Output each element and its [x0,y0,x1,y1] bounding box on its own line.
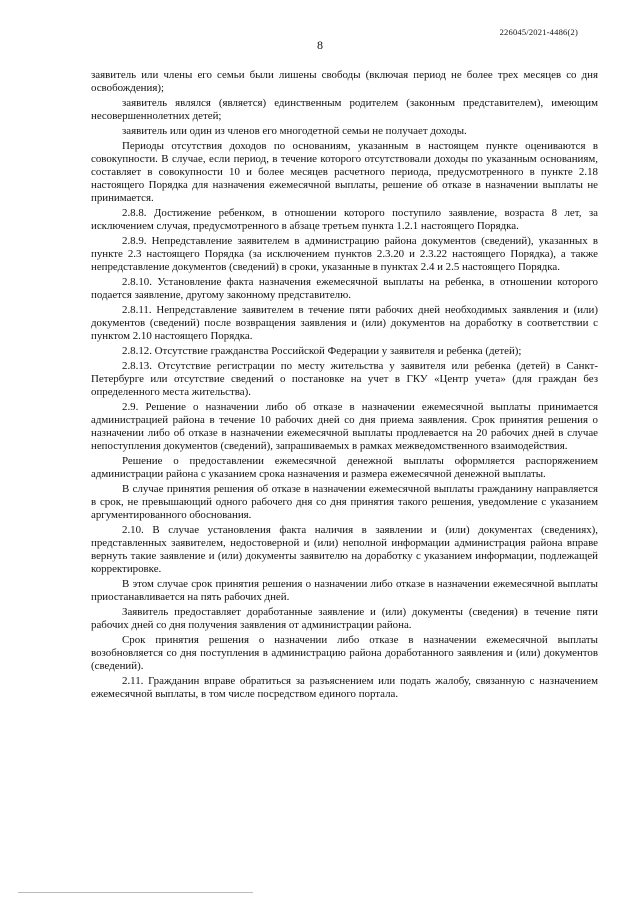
paragraph: 2.11. Гражданин вправе обратиться за разъяснением или подать жалобу, связанную с назначением ежемесячной выплаты, в том числе посредством единого портала. [91,674,598,701]
paragraph: Заявитель предоставляет доработанные заявление и (или) документы (сведения) в течение пяти рабочих дней со дня получения заявления от администрации района. [91,606,598,632]
paragraph: заявитель или один из членов его многодетной семьи не получает доходы. [122,124,467,137]
paragraph: Срок принятия решения о назначении либо отказе в назначении ежемесячной выплаты возобновляется со дня поступления в администрацию района доработанного заявления и (или) документов (сведений). [91,633,598,673]
paragraph: 2.8.13. Отсутствие регистрации по месту жительства у заявителя или ребенка (детей) в Санкт-Петербурге или отсутствие сведений о постановке на учет в ГКУ «Центр учета» (для граждан без определенного места жительства). [91,359,598,398]
paragraph: 2.8.9. Непредставление заявителем в администрацию района документов (сведений), указанных в пункте 2.3 настоящего Порядка (за исключением пунктов 2.3.20 и 2.3.22 настоящего Порядка), а также непредставление документов (сведений) в сроки, указанные в пунктах 2.4 и 2.5 настоящего Порядка. [91,234,598,274]
document-number: 226045/2021-4486(2) [499,27,578,37]
document-body [91,69,598,703]
paragraph: 2.8.8. Достижение ребенком, в отношении которого поступило заявление, возраста 8 лет, за исключением случая, предусмотренного в абзаце третьем пункта 1.2.1 настоящего Порядка. [91,206,598,233]
paragraph: 2.9. Решение о назначении либо об отказе в назначении ежемесячной выплаты принимается администрацией района в течение 10 рабочих дней со дня приема заявления. Срок принятия решения о назначении либо об отказе в назначении ежемесячной выплаты продлевается на 20 рабочих дней в случае непоступления документов (сведений), запрашиваемых в рамках межведомственного взаимодействия. [91,400,598,453]
paragraph: 2.8.11. Непредставление заявителем в течение пяти рабочих дней необходимых заявления и (или) документов (сведений) после возвращения заявления и (или) документов на доработку в соответствии с пунктом 2.10 настоящего Порядка. [91,303,598,343]
paragraph: 2.8.12. Отсутствие гражданства Российской Федерации у заявителя и ребенка (детей); [122,344,522,357]
paragraph: В случае принятия решения об отказе в назначении ежемесячной выплаты гражданину направляется в срок, не превышающий одного рабочего дня со дня принятия такого решения, уведомление с указанием аргументированного обоснования. [91,482,598,522]
paragraph: 2.8.10. Установление факта назначения ежемесячной выплаты на ребенка, в отношении которого подается заявление, другому законному представителю. [91,275,598,302]
paragraph: Периоды отсутствия доходов по основаниям, указанным в настоящем пункте оцениваются в совокупности. В случае, если период, в течение которого отсутствовали доходы по указанным основаниям, составляет в совокупности 10 и более месяцев расчетного периода, предусмотренного в пункте 2.18 настоящего Порядка для назначения ежемесячной выплаты, решение об отказе в назначении выплаты не принимается. [91,139,598,205]
page-number: 8 [317,38,323,52]
paragraph: В этом случае срок принятия решения о назначении либо отказе в назначении ежемесячной выплаты приостанавливается на пять рабочих дней. [91,578,598,604]
scan-artifact-line [18,892,253,893]
paragraph: заявитель являлся (является) единственным родителем (законным представителем), имеющим несовершеннолетних детей; [91,96,598,123]
paragraph: Решение о предоставлении ежемесячной денежной выплаты оформляется распоряжением администрации района с указанием срока назначения и размера ежемесячной денежной выплаты. [91,454,598,481]
paragraph: 2.10. В случае установления факта наличия в заявлении и (или) документах (сведениях), представленных заявителем, недостоверной и (или) неполной информации администрация района вправе вернуть такие заявление и (или) документы заявителю на доработку с указанием информации, подлежащей корректировке. [91,523,598,576]
paragraph: заявитель или члены его семьи были лишены свободы (включая период не более трех месяцев со дня освобождения); [91,69,598,95]
